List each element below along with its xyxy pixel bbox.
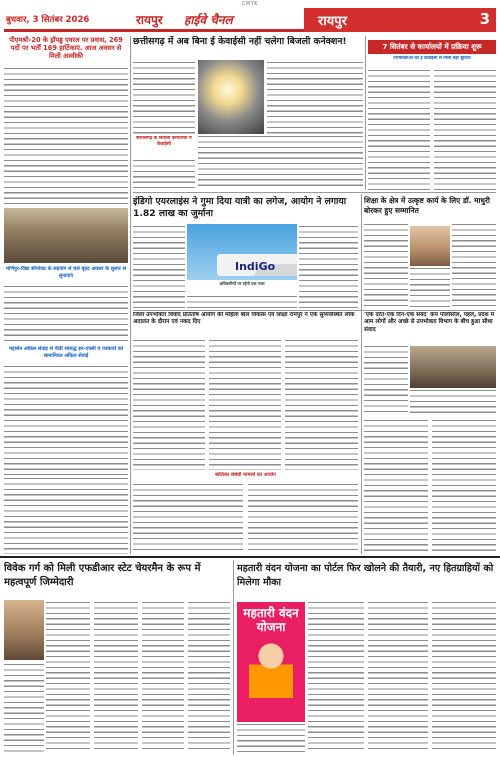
mahtari-body-col3 <box>432 602 496 752</box>
shiksha-body-col2 <box>410 268 450 308</box>
kyc-headline-block <box>133 36 363 58</box>
print-color-mark: CMYK <box>241 1 259 7</box>
ayog-body-col2 <box>209 340 281 470</box>
mahtari-body-under <box>237 724 305 752</box>
shiksha-headline: शिक्षा के क्षेत्र में उत्कृष्ट कार्य के लिए डॉ. माधुरी बोरकर हुए सम्मानित <box>364 196 490 215</box>
left-story-headline-block <box>4 36 128 66</box>
column-rule <box>361 310 362 554</box>
sep7-headline-block <box>368 40 496 54</box>
indigo-body-col1 <box>133 226 185 308</box>
left-sub-block <box>4 266 128 284</box>
vandan-body-col3 <box>364 420 428 554</box>
fight-headline-block <box>133 472 358 482</box>
fight-body-col1 <box>133 484 243 554</box>
section-rule <box>133 310 496 311</box>
indigo-plane-photo <box>187 224 297 280</box>
left-subheading-2: महासेन अफ़िल सेवाइ से पीडी सांसद्ध इन-एक्सी व पत्रकारों को सामानियत अफ़िल सेवाई <box>9 346 123 359</box>
mahtari-poster-title: महतारी वंदन योजना <box>243 606 299 634</box>
mahtari-body-col1 <box>308 602 364 752</box>
indigo-caption: अधिकारियों पर रहेगी एक नजर <box>219 281 265 286</box>
column-rule <box>130 36 131 554</box>
shiksha-body-col3 <box>452 224 496 308</box>
kyc-body-col1b <box>133 160 195 190</box>
kyc-headline: छत्तीसगढ़ में अब बिना ई केवाईसी नहीं चलेगा बिजली कनेक्शन! <box>133 36 347 47</box>
left-body-2 <box>4 286 128 344</box>
vandan-body-col2 <box>410 390 496 416</box>
header-right-band <box>304 8 496 32</box>
newspaper-brand: हाईवे चैनल <box>184 13 233 27</box>
column-rule <box>233 560 234 755</box>
sep7-sub-block <box>368 56 496 68</box>
section-city: रायपुर <box>318 14 347 29</box>
vivek-body-col4 <box>188 602 230 752</box>
fight-headline: बालिका संबंधी मामलों का आयोग <box>215 472 276 478</box>
sep7-body-col2 <box>434 70 496 190</box>
mahtari-body-col2 <box>368 602 428 752</box>
vivek-body-col3 <box>142 602 184 752</box>
sep7-sub: उपभोक्ताओं को ई केवाईसी से मिली बड़ी सुविधा <box>393 56 471 61</box>
header-left-band <box>4 8 304 32</box>
ayog-headline: जिला उपभोक्ता विवाद प्रतितोष आयोग की महिला बाल विकास एवं शिक्षा रामपुर ने एक सुव्यवस्थित लोक अदालत के दौरान एवं नकद दिए <box>133 312 355 325</box>
issue-date: बुधवार, 3 सितंबर 2026 <box>6 15 90 25</box>
mahtari-figure <box>249 642 293 698</box>
ayog-body-col3 <box>285 340 358 470</box>
page-header <box>4 8 496 32</box>
vivek-headline-block <box>4 562 226 598</box>
indigo-headline-block <box>133 196 358 222</box>
edition-city: रायपुर <box>136 13 163 27</box>
bulb-photo <box>198 60 264 134</box>
kyc-body-col3 <box>198 136 363 190</box>
vivek-body-col2 <box>94 602 138 752</box>
left-body-3 <box>4 366 128 476</box>
vandan-headline-block <box>364 312 496 342</box>
vandan-body-col4 <box>432 420 496 554</box>
mahtari-headline-block <box>237 562 496 598</box>
fight-body-col2 <box>248 484 358 554</box>
portrait-photo <box>410 226 450 266</box>
kyc-box-block <box>133 136 195 158</box>
vandan-headline: 'एक दरेंत-एक दिन-एक संवद' कंप पोलोसॉल, पहल, प्रदेश में आम लोगों और अच्छे से उपभोक्ता विभाग के बीच हुआ सीधा संवाद <box>364 312 495 333</box>
section-rule <box>133 192 496 193</box>
mahtari-poster <box>237 602 305 722</box>
ayog-body-col1 <box>133 340 205 470</box>
vandan-body-col1 <box>364 346 408 416</box>
ayog-headline-block <box>133 312 358 338</box>
kyc-body-col2 <box>267 62 363 134</box>
mahtari-headline: महतारी वंदन योजना का पोर्टल फिर खोलने की तैयारी, नए हितग्राहियों को मिलेगा मौका <box>237 563 494 588</box>
sep7-body-col1 <box>368 70 430 190</box>
page-number: 3 <box>479 10 490 28</box>
left-body-4 <box>4 478 128 554</box>
left-story-headline: पीएमश्री-20 के ड्रॉपड्ड एवरल पर प्रवास, 269 पदों पर भर्ती 169 हार्टिकाएं. आज अवसर से मिली अस्वीकी <box>9 36 123 60</box>
section-divider <box>0 556 500 558</box>
vivek-body-col1 <box>46 602 90 752</box>
shiksha-headline-block <box>364 196 496 220</box>
indigo-logo: IndiGo <box>235 260 276 273</box>
group-photo <box>4 208 128 263</box>
column-rule <box>365 36 366 190</box>
vivek-body-col0 <box>4 664 44 752</box>
indigo-body-under-photo <box>187 296 297 308</box>
indigo-headline: इंडिगो एयरलाइंस ने गुमा दिया यात्री का लगेज, आयोग ने लगाया 1.82 लाख का जुर्माना <box>133 196 347 219</box>
left-story-body <box>4 68 128 206</box>
kyc-body-col1 <box>133 62 195 134</box>
vivek-photo <box>4 600 44 660</box>
left-sub-block-2 <box>4 346 128 364</box>
sep7-headline: 7 सितंबर से कार्यालयों में प्रक्रिया शुरू <box>382 42 482 51</box>
shiksha-body-col1 <box>364 224 408 308</box>
kyc-box-label: छत्तीसगढ़ के बिजली कार्यालयों में केवाईसी <box>136 136 192 147</box>
vivek-headline: विवेक गर्ग को मिली एफडीआर स्टेट चेयरमैन के रूप में महत्वपूर्ण जिम्मेदारी <box>4 563 201 588</box>
indigo-body-col3 <box>299 226 358 308</box>
indigo-caption-block <box>187 281 297 295</box>
left-subheading: मणिपुर-विद्या सीपरेक्ट के सहयोग से चले बृहद अवसर के सुसार से सुनावाएं <box>6 266 126 279</box>
hall-photo <box>410 346 496 388</box>
